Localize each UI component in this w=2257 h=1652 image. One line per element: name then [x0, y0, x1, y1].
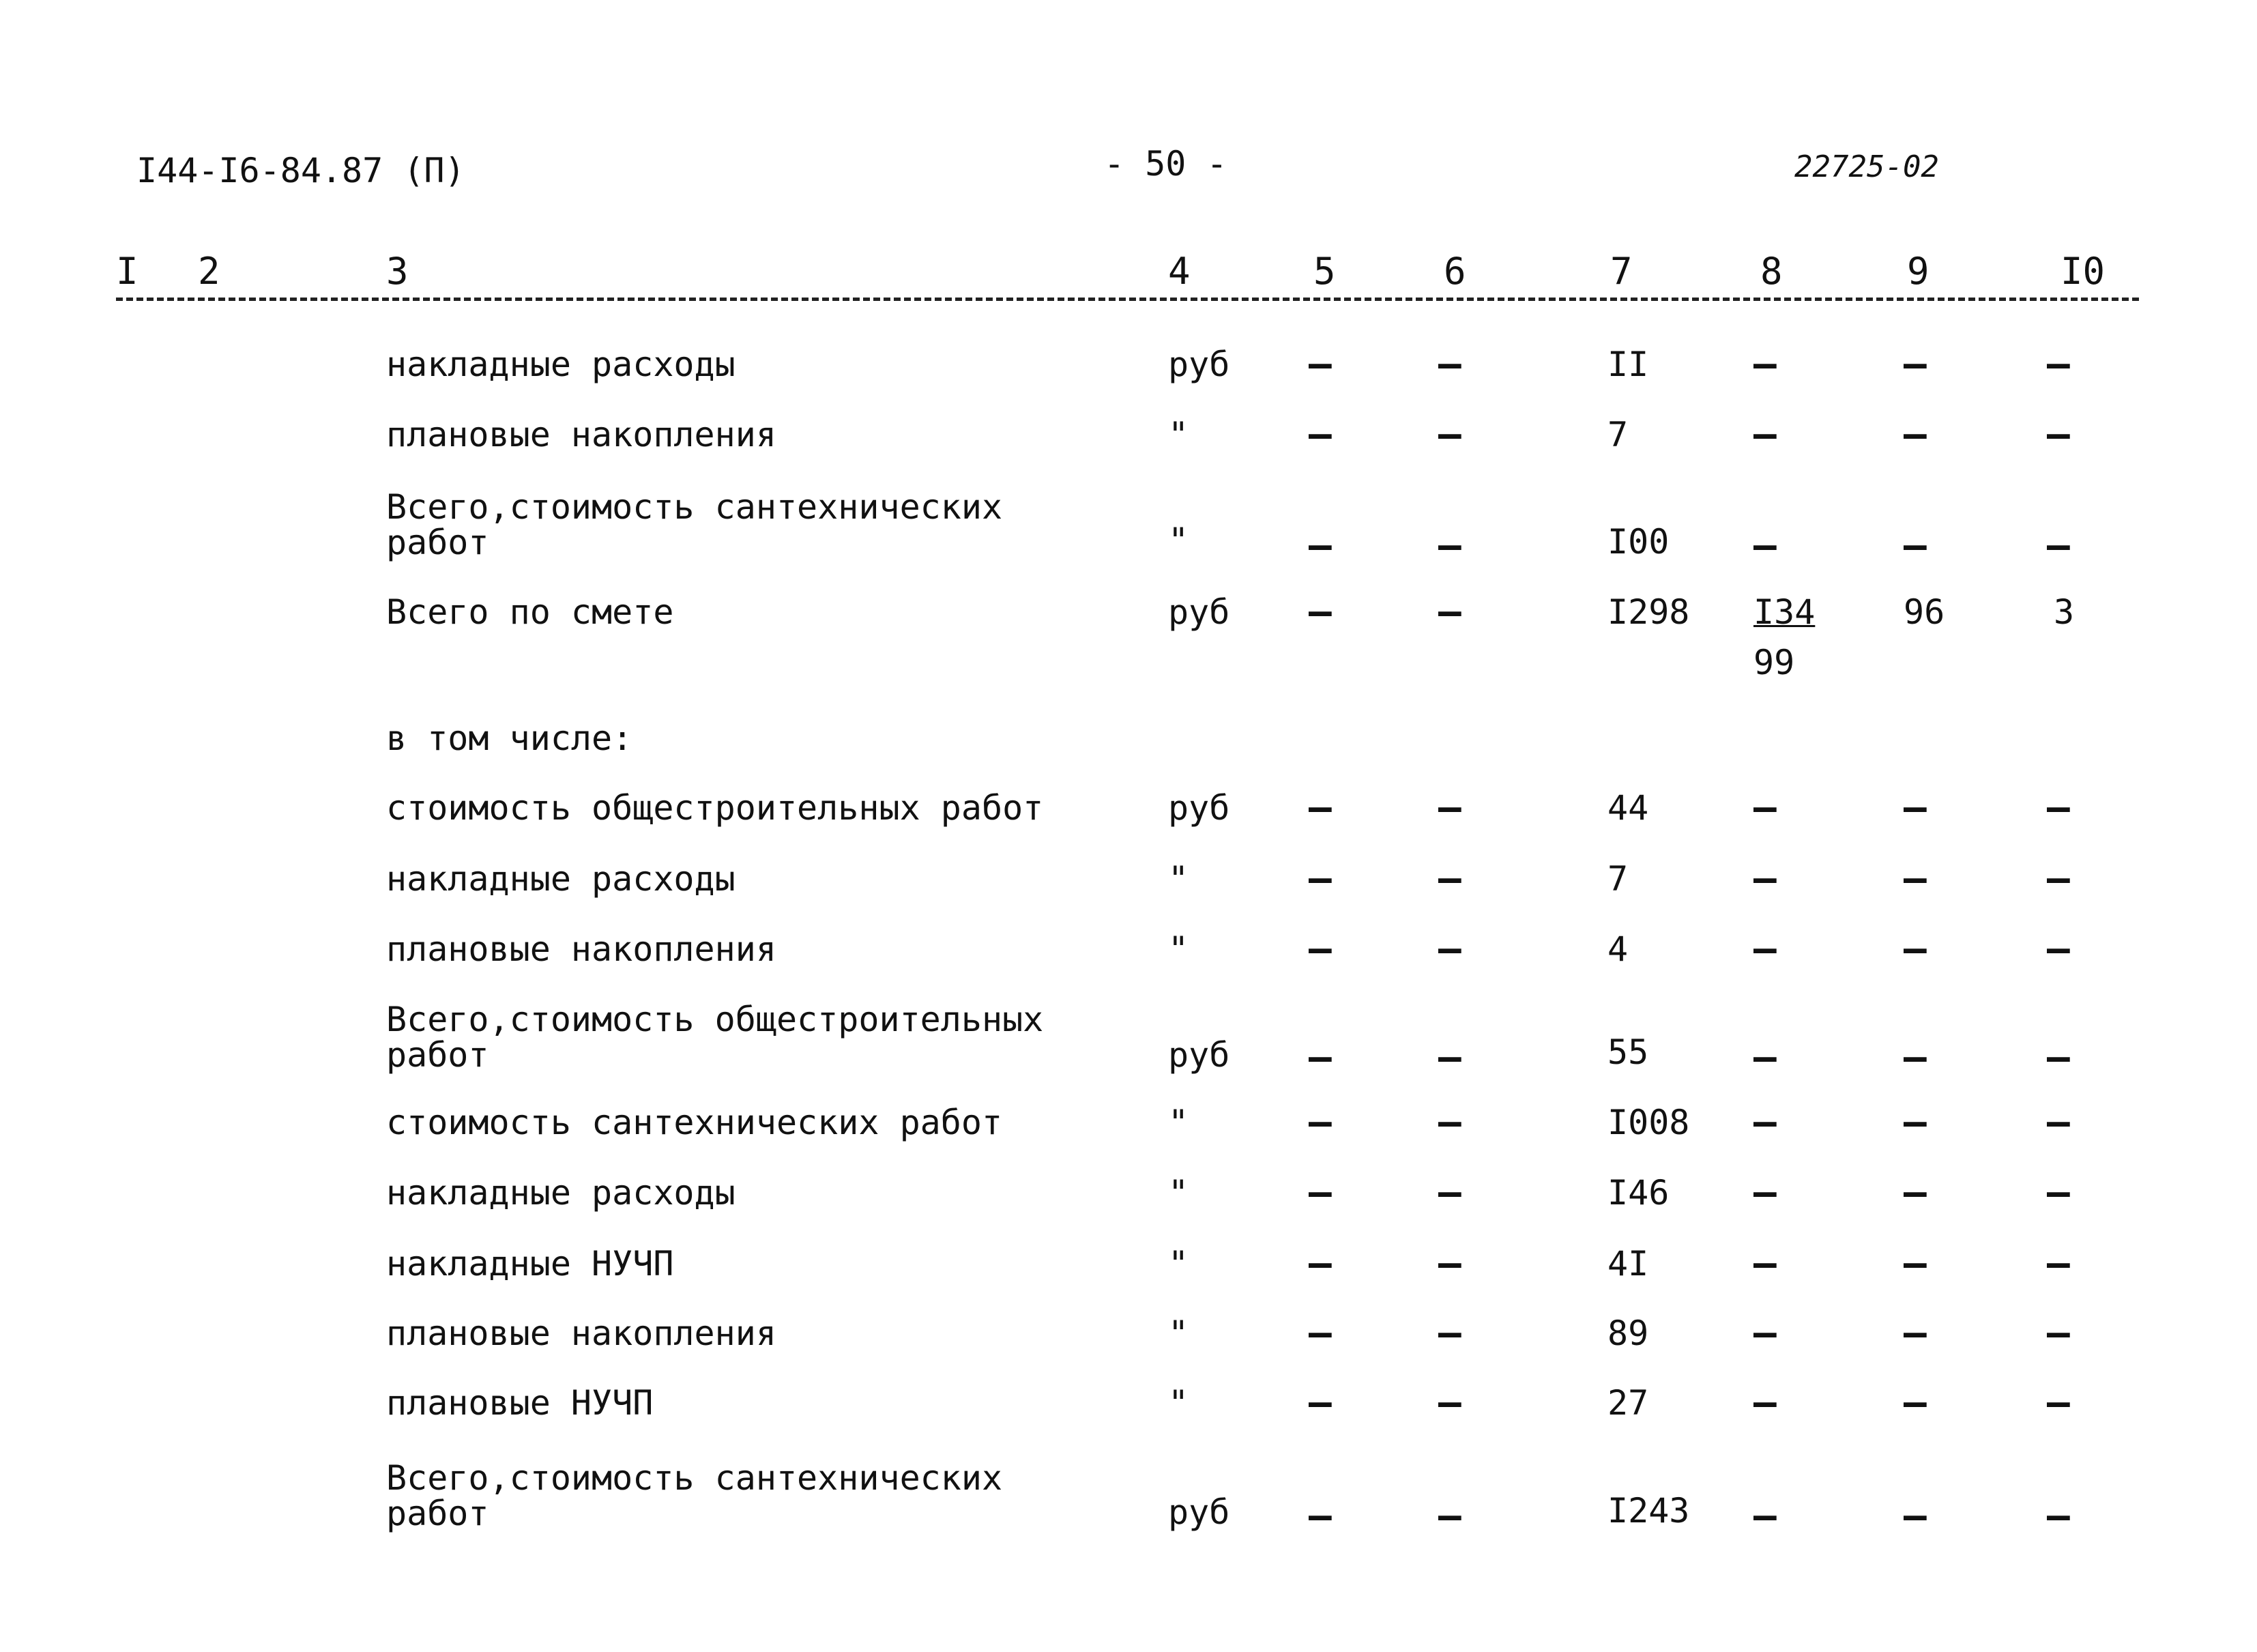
row-col6: – — [1438, 342, 1461, 386]
row-description: плановые НУЧП — [386, 1383, 654, 1423]
row-col10: – — [2047, 1241, 2070, 1286]
row-col7: 27 — [1607, 1383, 1649, 1423]
row-description-continuation: работ — [386, 1494, 489, 1533]
column-number-2: 2 — [198, 250, 220, 293]
row-col9: – — [1904, 412, 1927, 457]
row-col5: – — [1309, 1311, 1332, 1355]
row-col10: 3 — [2054, 592, 2075, 632]
row-col6: – — [1438, 1100, 1461, 1144]
row-col7: 7 — [1607, 415, 1629, 454]
row-unit: руб — [1168, 1035, 1230, 1075]
row-col6: – — [1438, 523, 1461, 568]
row-col5: – — [1309, 1035, 1332, 1079]
row-col8: – — [1753, 1035, 1777, 1079]
row-col7: I243 — [1607, 1491, 1690, 1531]
row-col7: I00 — [1607, 522, 1670, 562]
column-number-10: I0 — [2061, 250, 2106, 293]
row-unit: " — [1168, 1244, 1189, 1284]
row-unit: руб — [1168, 592, 1230, 632]
row-col6: – — [1438, 412, 1461, 457]
row-col7: I46 — [1607, 1173, 1670, 1213]
row-col9: – — [1904, 927, 1927, 971]
row-col10: – — [2047, 412, 2070, 457]
row-unit: " — [1168, 859, 1189, 899]
row-col5: – — [1309, 1494, 1332, 1538]
row-col10: – — [2047, 342, 2070, 386]
row-col7: 89 — [1607, 1314, 1649, 1353]
column-number-8: 8 — [1760, 250, 1783, 293]
row-description: накладные расходы — [386, 859, 736, 899]
row-description: в том числе: — [386, 719, 633, 758]
column-header-rule — [116, 298, 2139, 301]
column-number-9: 9 — [1907, 250, 1930, 293]
row-unit: " — [1168, 415, 1189, 454]
row-col5: – — [1309, 856, 1332, 901]
document-code: I44-I6-84.87 (П) — [136, 151, 465, 190]
row-col8: – — [1753, 1494, 1777, 1538]
row-description: Всего,стоимость общестроительных — [386, 1000, 1044, 1039]
row-col6: – — [1438, 1170, 1461, 1215]
row-col9: – — [1904, 1170, 1927, 1215]
row-col8: – — [1753, 785, 1777, 830]
row-col5: – — [1309, 785, 1332, 830]
row-col8-second-line: 99 — [1753, 643, 1795, 682]
row-col7: 44 — [1607, 788, 1649, 828]
row-col8: – — [1753, 523, 1777, 568]
row-col9: – — [1904, 1380, 1927, 1425]
row-col8: I34 — [1753, 592, 1816, 632]
row-description: Всего,стоимость сантехнических — [386, 1458, 1003, 1498]
row-col5: – — [1309, 342, 1332, 386]
row-unit: " — [1168, 1383, 1189, 1423]
row-description-continuation: работ — [386, 523, 489, 562]
row-col10: – — [2047, 1311, 2070, 1355]
row-description: стоимость общестроительных работ — [386, 788, 1044, 828]
row-unit: " — [1168, 1173, 1189, 1213]
row-col9: – — [1904, 1241, 1927, 1286]
row-col7: 4 — [1607, 929, 1629, 969]
row-unit: руб — [1168, 345, 1230, 384]
row-unit: " — [1168, 1103, 1189, 1142]
row-col10: – — [2047, 523, 2070, 568]
row-col9: 96 — [1904, 592, 1945, 632]
row-col6: – — [1438, 1035, 1461, 1079]
row-col10: – — [2047, 1170, 2070, 1215]
row-col10: – — [2047, 1100, 2070, 1144]
row-col10: – — [2047, 1035, 2070, 1079]
row-col7: II — [1607, 345, 1649, 384]
row-col9: – — [1904, 1494, 1927, 1538]
row-col7: 55 — [1607, 1032, 1649, 1072]
row-col9: – — [1904, 1035, 1927, 1079]
row-col8: – — [1753, 342, 1777, 386]
row-col8: – — [1753, 927, 1777, 971]
row-unit: руб — [1168, 1492, 1230, 1532]
row-col5: – — [1309, 523, 1332, 568]
row-col8: – — [1753, 1241, 1777, 1286]
row-col10: – — [2047, 1494, 2070, 1538]
row-col6: – — [1438, 1494, 1461, 1538]
row-description: накладные НУЧП — [386, 1244, 674, 1284]
row-unit: " — [1168, 521, 1189, 560]
row-col9: – — [1904, 1100, 1927, 1144]
row-col8: – — [1753, 856, 1777, 901]
row-col7: 7 — [1607, 859, 1629, 899]
row-col5: – — [1309, 1100, 1332, 1144]
row-description: плановые накопления — [386, 1314, 776, 1353]
row-unit: " — [1168, 929, 1189, 969]
row-col6: – — [1438, 590, 1461, 634]
row-description: накладные расходы — [386, 1173, 736, 1213]
row-col5: – — [1309, 1241, 1332, 1286]
row-col8: – — [1753, 1380, 1777, 1425]
row-unit: " — [1168, 1314, 1189, 1353]
row-col9: – — [1904, 856, 1927, 901]
column-number-4: 4 — [1168, 250, 1191, 293]
row-col5: – — [1309, 927, 1332, 971]
row-col8: – — [1753, 1100, 1777, 1144]
row-unit: руб — [1168, 788, 1230, 828]
row-description: плановые накопления — [386, 415, 776, 454]
page-number: - 50 - — [1104, 144, 1227, 184]
row-col5: – — [1309, 1170, 1332, 1215]
column-number-7: 7 — [1610, 250, 1633, 293]
row-description: Всего по смете — [386, 592, 674, 632]
row-col6: – — [1438, 1311, 1461, 1355]
row-col9: – — [1904, 1311, 1927, 1355]
column-number-3: 3 — [386, 250, 409, 293]
row-description: Всего,стоимость сантехнических — [386, 487, 1003, 527]
row-col10: – — [2047, 927, 2070, 971]
row-description: накладные расходы — [386, 345, 736, 384]
row-col6: – — [1438, 785, 1461, 830]
row-col9: – — [1904, 342, 1927, 386]
row-col5: – — [1309, 590, 1332, 634]
row-col10: – — [2047, 856, 2070, 901]
row-col8: – — [1753, 412, 1777, 457]
row-col7: I008 — [1607, 1103, 1690, 1142]
row-col6: – — [1438, 927, 1461, 971]
row-description: стоимость сантехнических работ — [386, 1103, 1003, 1142]
column-number-6: 6 — [1444, 250, 1466, 293]
column-number-5: 5 — [1313, 250, 1336, 293]
row-col8: – — [1753, 1170, 1777, 1215]
row-col9: – — [1904, 785, 1927, 830]
row-col5: – — [1309, 412, 1332, 457]
column-number-1: I — [116, 250, 139, 293]
row-col10: – — [2047, 785, 2070, 830]
row-col7: 4I — [1607, 1244, 1649, 1284]
row-description: плановые накопления — [386, 929, 776, 969]
row-col6: – — [1438, 1241, 1461, 1286]
registration-number: 22725-02 — [1794, 149, 1939, 184]
row-col9: – — [1904, 523, 1927, 568]
row-col6: – — [1438, 856, 1461, 901]
row-col7: I298 — [1607, 592, 1690, 632]
row-col6: – — [1438, 1380, 1461, 1425]
row-col8: – — [1753, 1311, 1777, 1355]
row-col5: – — [1309, 1380, 1332, 1425]
row-description-continuation: работ — [386, 1035, 489, 1075]
row-col10: – — [2047, 1380, 2070, 1425]
